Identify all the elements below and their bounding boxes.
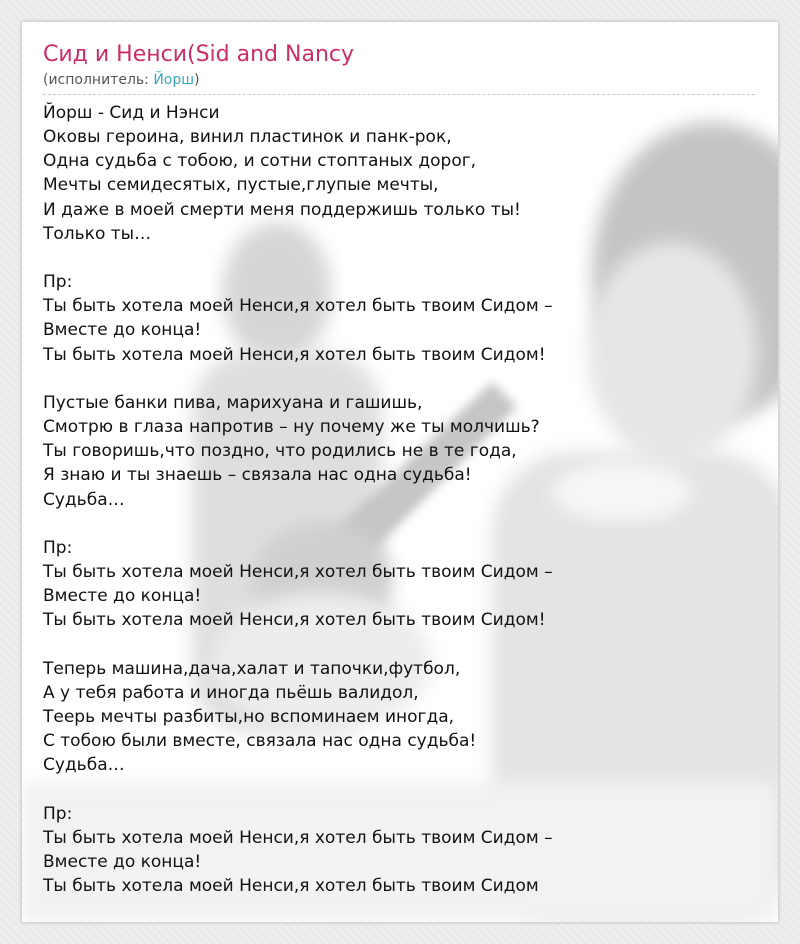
lyrics-line: Вместе до конца!	[43, 586, 202, 607]
lyrics-line: Вместе до конца!	[43, 851, 202, 872]
lyrics-line: Пр:	[43, 803, 73, 824]
lyrics-line	[43, 246, 754, 270]
lyrics-line	[43, 632, 754, 656]
lyrics-line: А у тебя работа и иногда пьёшь валидол,	[43, 682, 419, 703]
lyrics-line: Я знаю и ты знаешь – связала нас одна судьба!	[43, 465, 472, 486]
lyrics-text	[43, 101, 754, 898]
lyrics-line: Ты быть хотела моей Ненси,я хотел быть твоим Сидом!	[43, 344, 546, 365]
performer-label: (исполнитель:	[43, 72, 154, 88]
lyrics-line: Только ты…	[43, 223, 152, 244]
performer-line	[43, 70, 755, 95]
lyrics-line: Вместе до конца!	[43, 320, 202, 341]
lyrics-line	[43, 367, 754, 391]
lyrics-line: Ты быть хотела моей Ненси,я хотел быть твоим Сидом!	[43, 610, 546, 631]
lyrics-line: Пустые банки пива, марихуана и гашишь,	[43, 392, 423, 413]
lyrics-line: Ты быть хотела моей Ненси,я хотел быть твоим Сидом –	[43, 561, 553, 582]
lyrics-card	[22, 22, 778, 922]
lyrics-line: Теперь машина,дача,халат и тапочки,футбол,	[43, 658, 461, 679]
song-content	[43, 40, 754, 898]
performer-close: )	[194, 72, 200, 88]
lyrics-line: С тобою были вместе, связала нас одна судьба!	[43, 731, 477, 752]
lyrics-line	[43, 777, 754, 801]
performer-link[interactable]: Йорш	[153, 72, 195, 88]
lyrics-line: Смотрю в глаза напротив – ну почему же ты молчишь?	[43, 417, 540, 438]
lyrics-line: Ты быть хотела моей Ненси,я хотел быть твоим Сидом –	[43, 827, 553, 848]
lyrics-line: Ты быть хотела моей Ненси,я хотел быть твоим Сидом	[43, 876, 539, 896]
lyrics-line: Пр:	[43, 272, 73, 293]
lyrics-line: Ты говоришь,что поздно, что родились не в те года,	[43, 441, 517, 462]
lyrics-line: Одна судьба с тобою, и сотни стоптаных дорог,	[43, 151, 477, 172]
lyrics-line	[43, 512, 754, 536]
lyrics-line: Ты быть хотела моей Ненси,я хотел быть твоим Сидом –	[43, 296, 553, 317]
lyrics-line: Йорш - Сид и Нэнси	[43, 103, 220, 123]
lyrics-line: Теерь мечты разбиты,но вспоминаем иногда,	[43, 706, 455, 727]
lyrics-line: Пр:	[43, 537, 73, 558]
song-title: Сид и Ненси(Sid and Nancy	[43, 42, 355, 67]
lyrics-line: Судьба…	[43, 755, 125, 776]
lyrics-line: Судьба…	[43, 489, 125, 510]
lyrics-line: Оковы героина, винил пластинок и панк-рок,	[43, 127, 452, 148]
lyrics-line: Мечты семидесятых, пустые,глупые мечты,	[43, 175, 439, 196]
lyrics-line: И даже в моей смерти меня поддержишь только ты!	[43, 199, 521, 220]
